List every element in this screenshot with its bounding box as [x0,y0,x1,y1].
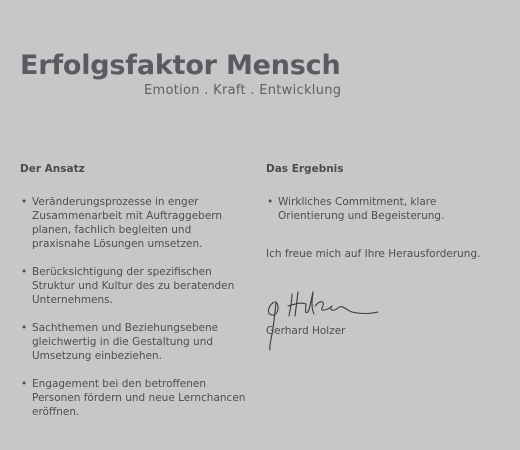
signatory-name: Gerhard Holzer [266,325,346,337]
closing-text: Ich freue mich auf Ihre Herausforderung. [266,248,481,260]
list-item: • Wirkliches Commitment, klare Orientierung und Begeisterung. [266,195,506,223]
approach-section [20,162,248,433]
page-title: Erfolgsfaktor Mensch [20,50,341,81]
handwritten-signature [262,282,382,352]
list-item: • Sachthemen und Beziehungsebene gleichwertig in die Gestaltung und Umsetzung einbeziehen. [20,321,248,363]
result-list [266,195,506,223]
result-section [266,162,506,261]
result-heading: Das Ergebnis [266,163,344,175]
tagline: Emotion . Kraft . Entwicklung [144,83,342,98]
list-item: • Engagement bei den betroffenen Personen fördern und neue Lernchancen eröffnen. [20,377,248,419]
list-item: • Berücksichtigung der spezifischen Struktur und Kultur des zu beratenden Unternehmens. [20,265,248,307]
list-item: • Veränderungsprozesse in enger Zusammenarbeit mit Auftraggebern planen, fachlich begleiten und praxisnahe Lösungen umsetzen. [20,195,248,251]
approach-list [20,195,248,419]
approach-heading: Der Ansatz [20,163,85,175]
